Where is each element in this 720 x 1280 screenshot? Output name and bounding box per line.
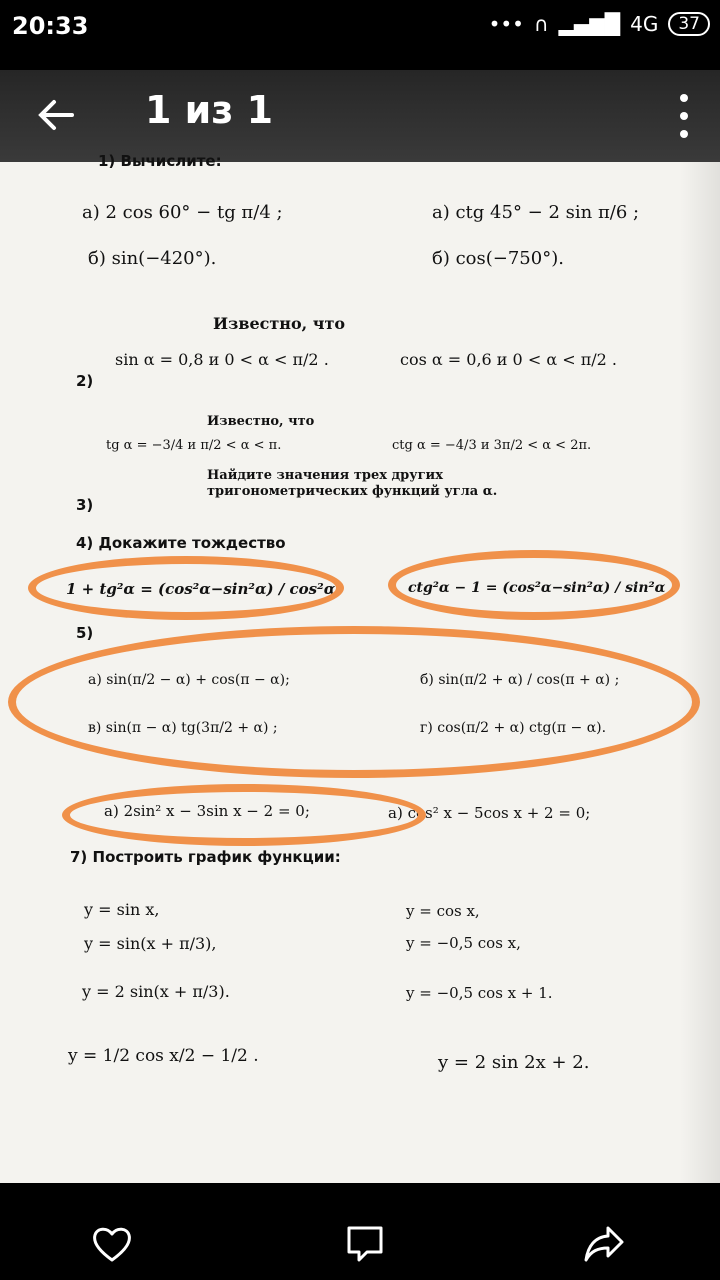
identity-1: 1 + tg²α = (cos²α−sin²α) / cos²α: [66, 580, 336, 598]
status-icons: [489, 12, 710, 36]
more-dots-icon: •••: [488, 12, 524, 36]
task1-a-right: а) ctg 45° − 2 sin π/6 ;: [432, 202, 640, 223]
task3-left: tg α = −3/4 и π/2 < α < π.: [106, 438, 282, 453]
graph-1: y = sin x,: [84, 900, 160, 919]
task3-right: ctg α = −4/3 и 3π/2 < α < 2π.: [392, 438, 592, 453]
share-icon[interactable]: [582, 1222, 626, 1266]
signal-icon: ▂▄▆█: [558, 12, 621, 36]
graph-5: y = cos x,: [406, 902, 480, 920]
task2-right: cos α = 0,6 и 0 < α < π/2 .: [400, 350, 617, 369]
task3-find-1: Найдите значения трех других: [207, 468, 443, 483]
task5-g: г) cos(π/2 + α) ctg(π − α).: [420, 720, 607, 736]
task7-heading: 7) Построить график функции:: [70, 848, 341, 866]
heart-icon[interactable]: [90, 1222, 134, 1266]
highlight-ellipse: [8, 626, 700, 778]
document-photo: [0, 152, 720, 1183]
task1-b-right: б) cos(−750°).: [432, 248, 564, 269]
graph-7: y = −0,5 cos x + 1.: [406, 984, 553, 1002]
more-vert-icon[interactable]: [676, 88, 692, 144]
highlight-ellipse: [28, 556, 344, 620]
task5-a: а) sin(π/2 − α) + cos(π − α);: [88, 672, 290, 688]
task2-left: sin α = 0,8 и 0 < α < π/2 .: [115, 350, 329, 369]
identity-2: ctg²α − 1 = (cos²α−sin²α) / sin²α: [408, 580, 666, 596]
page-title: 1 из 1: [145, 88, 274, 132]
app-bar: [0, 70, 720, 162]
graph-3: y = 2 sin(x + π/3).: [82, 982, 230, 1001]
task3-known: Известно, что: [207, 414, 315, 429]
task3-number: 3): [76, 496, 94, 514]
task1-a-left: а) 2 cos 60° − tg π/4 ;: [82, 202, 283, 223]
task2-known: Известно, что: [213, 314, 346, 333]
graph-2: y = sin(x + π/3),: [84, 934, 217, 953]
task1-b-left: б) sin(−420°).: [88, 248, 217, 269]
battery-icon: 37: [668, 12, 710, 36]
task5-b: б) sin(π/2 + α) / cos(π + α) ;: [420, 672, 620, 688]
task6-b: a) cos² x − 5cos x + 2 = 0;: [388, 804, 591, 822]
task3-find-2: тригонометрических функций угла α.: [207, 484, 498, 499]
graph-4: y = 1/2 cos x/2 − 1/2 .: [68, 1046, 259, 1066]
comment-icon[interactable]: [343, 1222, 387, 1266]
task5-v: в) sin(π − α) tg(3π/2 + α) ;: [88, 720, 278, 736]
network-type: 4G: [630, 12, 659, 36]
graph-8: y = 2 sin 2x + 2.: [438, 1052, 590, 1073]
status-time: 20:33: [12, 12, 89, 40]
status-bar: [0, 0, 720, 54]
task1-heading: 1) Вычислите:: [98, 152, 222, 170]
headset-icon: ∩: [533, 12, 549, 36]
graph-6: y = −0,5 cos x,: [406, 934, 521, 952]
task2-number: 2): [76, 372, 94, 390]
task4-heading: 4) Докажите тождество: [76, 534, 286, 552]
highlight-ellipse: [388, 550, 680, 620]
highlight-ellipse: [62, 784, 426, 846]
bottom-bar: [0, 1208, 720, 1280]
task6-a: а) 2sin² x − 3sin x − 2 = 0;: [104, 802, 310, 820]
arrow-back-icon[interactable]: [32, 90, 82, 140]
task5-number: 5): [76, 624, 94, 642]
